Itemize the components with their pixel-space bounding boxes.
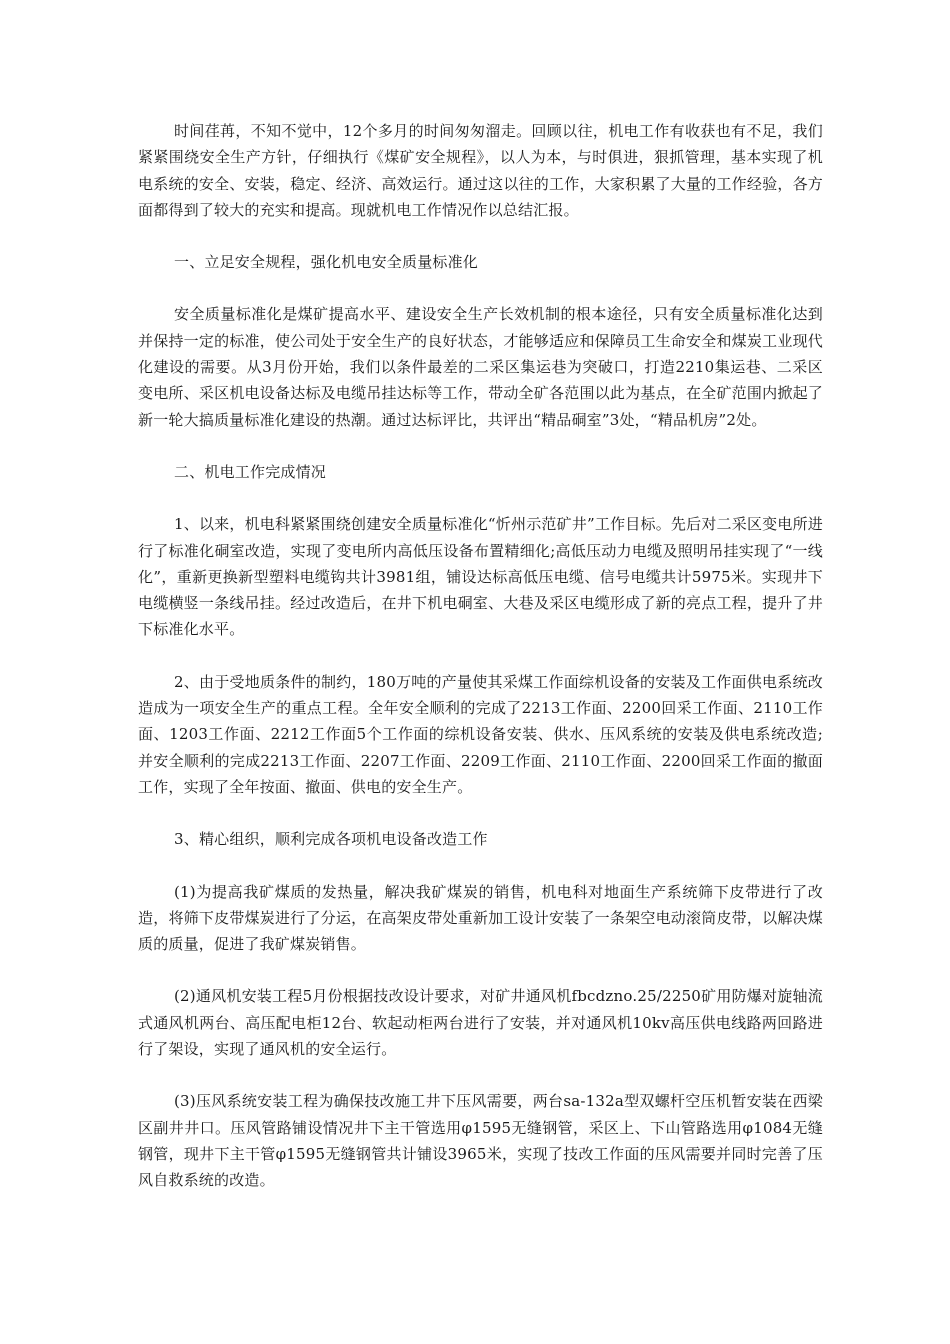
item-2-paragraph: 2、由于受地质条件的制约，180万吨的产量使其采煤工作面综机设备的安装及工作面供电系统改造成为一项安全生产的重点工程。全年安全顺利的完成了2213工作面、2200回采工作面、2110工作面、1203工作面、2212工作面5个工作面的综机设备安装、供水、压风系统的安装及供电系统改造;并安全顺利的完成2213工作面、2207工作面、2209工作面、2110工作面、2200回采工作面的撤面工作，实现了全年按面、撤面、供电的安全生产。: [138, 672, 823, 796]
standardization-paragraph: 安全质量标准化是煤矿提高水平、建设安全生产长效机制的根本途径，只有安全质量标准化达到并保持一定的标准，使公司处于安全生产的良好状态，才能够适应和保障员工生命安全和煤炭工业现代化建设的需要。从3月份开始，我们以条件最差的二采区集运巷为突破口，打造2210集运巷、二采区变电所、采区机电设备达标及电缆吊挂达标等工作，带动全矿各范围以此为基点，在全矿范围内掀起了新一轮大搞质量标准化建设的热潮。通过达标评比，共评出“精品硐室”3处，“精品机房”2处。: [138, 305, 823, 429]
item-1-paragraph: 1、以来，机电科紧紧围绕创建安全质量标准化“忻州示范矿井”工作目标。先后对二采区变电所进行了标准化硐室改造，实现了变电所内高低压设备布置精细化;高低压动力电缆及照明吊挂实现了“一线化”，重新更换新型塑料电缆钩共计3981组，铺设达标高低压电缆、信号电缆共计5975米。实现井下电缆横竖一条线吊挂。经过改造后，在井下机电硐室、大巷及采区电缆形成了新的亮点工程，提升了井下标准化水平。: [138, 515, 823, 639]
section-heading-2: 二、机电工作完成情况: [174, 462, 327, 481]
subitem-1-paragraph: (1)为提高我矿煤质的发热量，解决我矿煤炭的销售，机电科对地面生产系统筛下皮带进行了改造，将筛下皮带煤炭进行了分运，在高架皮带处重新加工设计安装了一条架空电动滚筒皮带，以解决煤质的质量，促进了我矿煤炭销售。: [138, 882, 823, 954]
section-heading-1: 一、立足安全规程，强化机电安全质量标准化: [174, 253, 479, 272]
intro-paragraph: 时间荏苒，不知不觉中，12个多月的时间匆匆溜走。回顾以往，机电工作有收获也有不足，我们紧紧围绕安全生产方针，仔细执行《煤矿安全规程》，以人为本，与时俱进，狠抓管理，基本实现了机电系统的安全、安装，稳定、经济、高效运行。通过这以往的工作，大家积累了大量的工作经验，各方面都得到了较大的充实和提高。现就机电工作情况作以总结汇报。: [138, 122, 823, 219]
subitem-3-paragraph: (3)压风系统安装工程为确保技改施工井下压风需要，两台sa-132a型双螺杆空压机暂安装在西梁区副井井口。压风管路铺设情况井下主干管选用φ1595无缝钢管，采区上、下山管路选用φ1084无缝钢管，现井下主干管φ1595无缝钢管共计铺设3965米，实现了技改工作面的压风需要并同时完善了压风自救系统的改造。: [138, 1092, 823, 1190]
document-body: [138, 118, 823, 1220]
subitem-2-paragraph: (2)通风机安装工程5月份根据技改设计要求，对矿井通风机fbcdzno.25/2250矿用防爆对旋轴流式通风机两台、高压配电柜12台、软起动柜两台进行了安装，并对通风机10kv高压供电线路两回路进行了架设，实现了通风机的安全运行。: [138, 987, 823, 1059]
section-heading-3: 3、精心组织，顺利完成各项机电设备改造工作: [174, 830, 488, 849]
